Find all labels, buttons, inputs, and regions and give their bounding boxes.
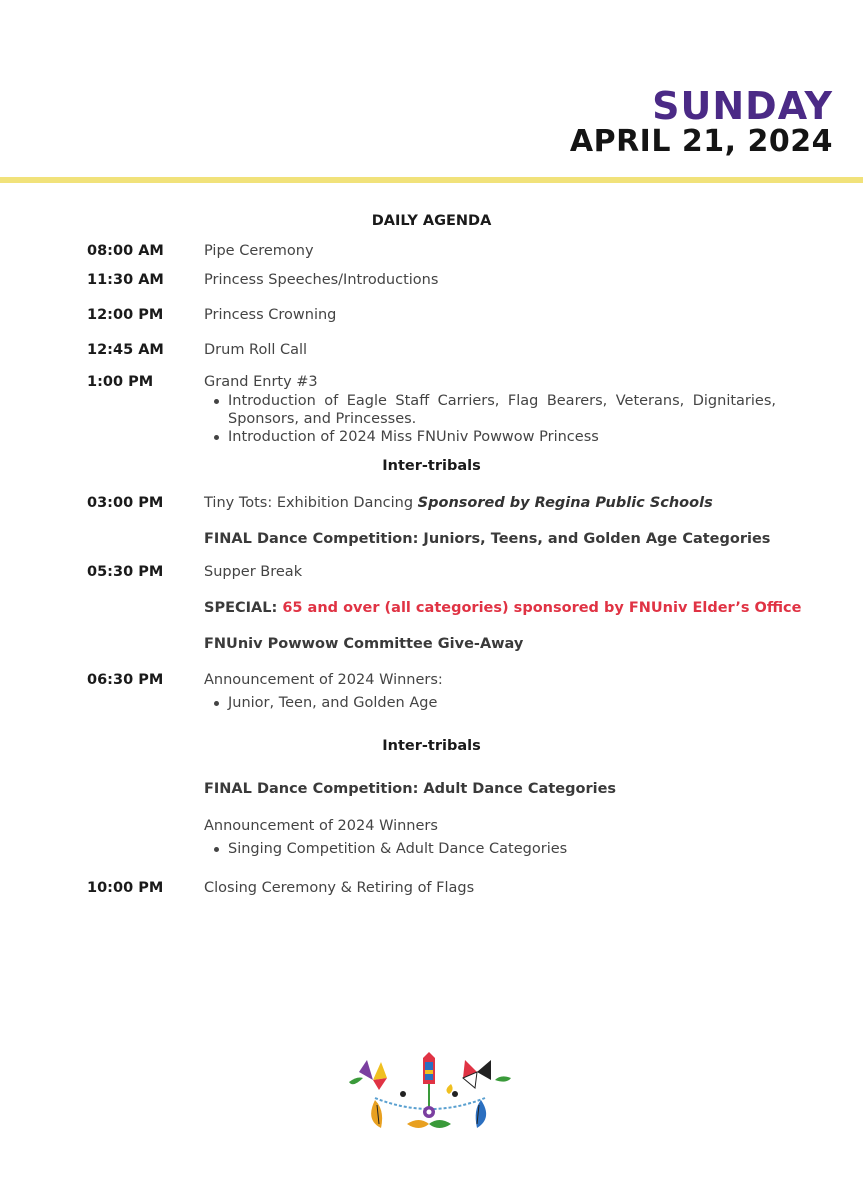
agenda-time: 10:00 PM <box>87 880 164 896</box>
special-text: 65 and over (all categories) sponsored by FNUniv Elder’s Office <box>282 600 802 616</box>
agenda-time: 06:30 PM <box>87 672 164 688</box>
list-item: Introduction of Eagle Staff Carriers, Flag Bearers, Veterans, Dignitaries, Sponsors, and Princesses. <box>204 392 776 428</box>
agenda-activity: Grand Enrty #3 <box>204 374 318 390</box>
day-heading: SUNDAY <box>652 84 833 128</box>
final-adult-competition: FINAL Dance Competition: Adult Dance Categories <box>204 781 617 797</box>
agenda-title: DAILY AGENDA <box>371 213 492 229</box>
sponsor-text: Sponsored by Regina Public Schools <box>417 495 713 511</box>
bullet-list <box>204 392 776 446</box>
intertribals-heading: Inter-tribals <box>382 458 481 474</box>
yellow-divider <box>0 177 863 183</box>
agenda-time: 08:00 AM <box>87 243 164 259</box>
agenda-time: 03:00 PM <box>87 495 164 511</box>
agenda-activity: Closing Ceremony & Retiring of Flags <box>204 880 475 896</box>
agenda-activity: Princess Speeches/Introductions <box>204 272 439 288</box>
agenda-activity: Announcement of 2024 Winners: <box>204 672 443 688</box>
floral-beadwork-icon <box>345 1050 515 1135</box>
agenda-activity: Supper Break <box>204 564 303 580</box>
agenda-activity: Princess Crowning <box>204 307 337 323</box>
agenda-activity: Pipe Ceremony <box>204 243 314 259</box>
agenda-activity: Announcement of 2024 Winners <box>204 818 438 834</box>
activity-text: Tiny Tots: Exhibition Dancing <box>204 495 418 511</box>
giveaway: FNUniv Powwow Committee Give-Away <box>204 636 524 652</box>
final-juniors-competition: FINAL Dance Competition: Juniors, Teens, and Golden Age Categories <box>204 531 771 547</box>
list-item: Singing Competition & Adult Dance Categories <box>204 840 776 858</box>
special-label: SPECIAL: <box>204 600 283 616</box>
date-heading: APRIL 21, 2024 <box>569 124 833 159</box>
list-item: Introduction of 2024 Miss FNUniv Powwow Princess <box>204 428 776 446</box>
agenda-time: 11:30 AM <box>87 272 164 288</box>
agenda-time: 05:30 PM <box>87 564 164 580</box>
special-note <box>204 600 801 616</box>
bullet-list <box>204 840 776 858</box>
bullet-list <box>204 694 776 712</box>
agenda-time: 1:00 PM <box>87 374 154 390</box>
intertribals-heading: Inter-tribals <box>382 738 481 754</box>
agenda-activity <box>204 495 713 511</box>
agenda-time: 12:45 AM <box>87 342 164 358</box>
agenda-time: 12:00 PM <box>87 307 164 323</box>
agenda-activity: Drum Roll Call <box>204 342 308 358</box>
list-item: Junior, Teen, and Golden Age <box>204 694 776 712</box>
